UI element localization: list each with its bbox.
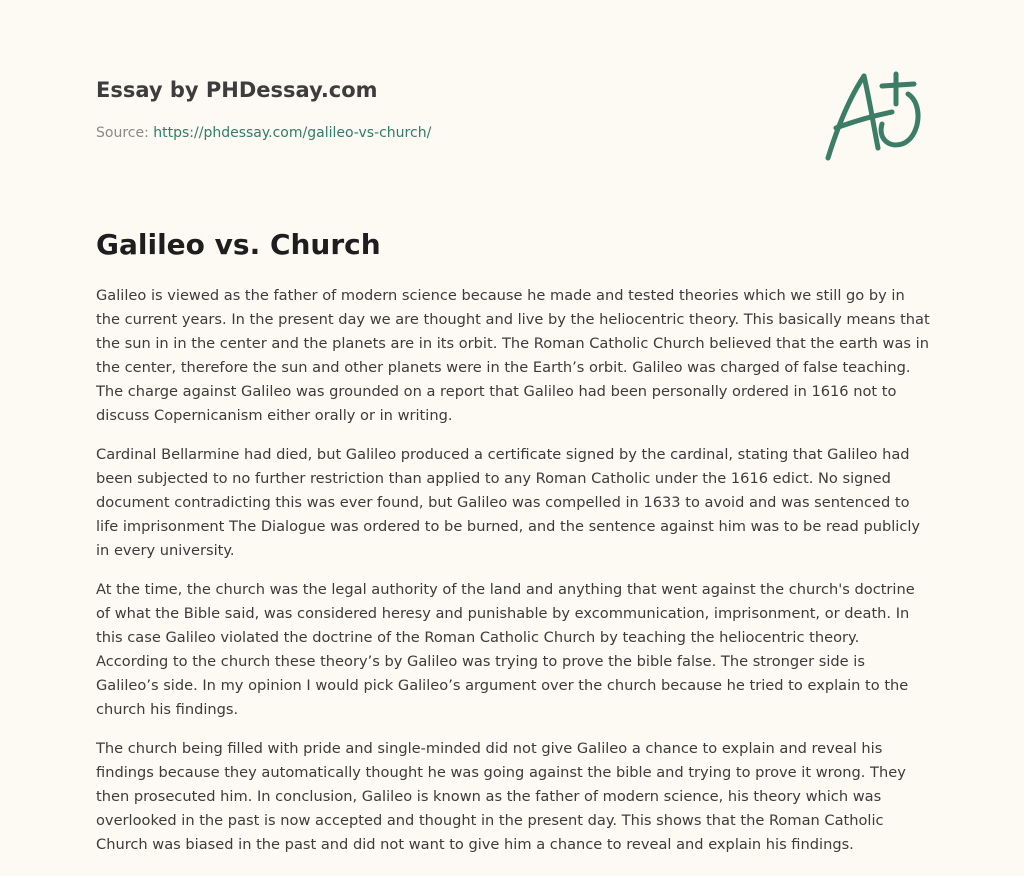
paragraph: Cardinal Bellarmine had died, but Galileo produced a certificate signed by the cardinal, stating that Galileo had been subjected to no further restriction than applied to any Roman Catholic under the 1616 edict. No signed document contradicting this was ever found, but Galileo was compelled in 1633 to avoid and was sentenced to life imprisonment The Dialogue was ordered to be burned, and the sentence against him was to be read publicly in every university. <box>96 446 921 559</box>
source-link[interactable]: https://phdessay.com/galileo-vs-church/ <box>153 125 432 141</box>
paragraph: Galileo is viewed as the father of modern science because he made and tested theories which we still go by in the current years. In the present day we are thought and live by the heliocentric theory. This basically means that the sun in in the center and the planets are in its orbit. The Roman Catholic Church believed that the earth was in the center, therefore the sun and other planets were in the Earth’s orbit. Galileo was charged of false teaching. The charge against Galileo was grounded on a report that Galileo had been personally ordered in 1616 not to discuss Copernicanism either orally or in writing. <box>96 287 930 424</box>
essay-body <box>96 284 932 872</box>
paragraph: At the time, the church was the legal authority of the land and anything that went against the church's doctrine of what the Bible said, was considered heresy and punishable by excommunication, imprisonment, or death. In this case Galileo violated the doctrine of the Roman Catholic Church by teaching the heliocentric theory. According to the church these theory’s by Galileo was trying to prove the bible false. The stronger side is Galileo’s side. In my opinion I would pick Galileo’s argument over the church because he tried to explain to the church his findings. <box>96 581 915 718</box>
source-line <box>96 123 431 143</box>
site-brand: Essay by PHDessay.com <box>96 78 378 102</box>
a-plus-grade-icon <box>822 66 928 166</box>
source-label: Source: <box>96 125 149 141</box>
page-title: Galileo vs. Church <box>96 228 381 261</box>
paragraph: The church being filled with pride and single-minded did not give Galileo a chance to explain and reveal his findings because they automatically thought he was going against the bible and trying to prove it wrong. They then prosecuted him. In conclusion, Galileo is known as the father of modern science, his theory which was overlooked in the past is now accepted and thought in the present day. This shows that the Roman Catholic Church was biased in the past and did not want to give him a chance to reveal and explain his findings. <box>96 740 906 853</box>
